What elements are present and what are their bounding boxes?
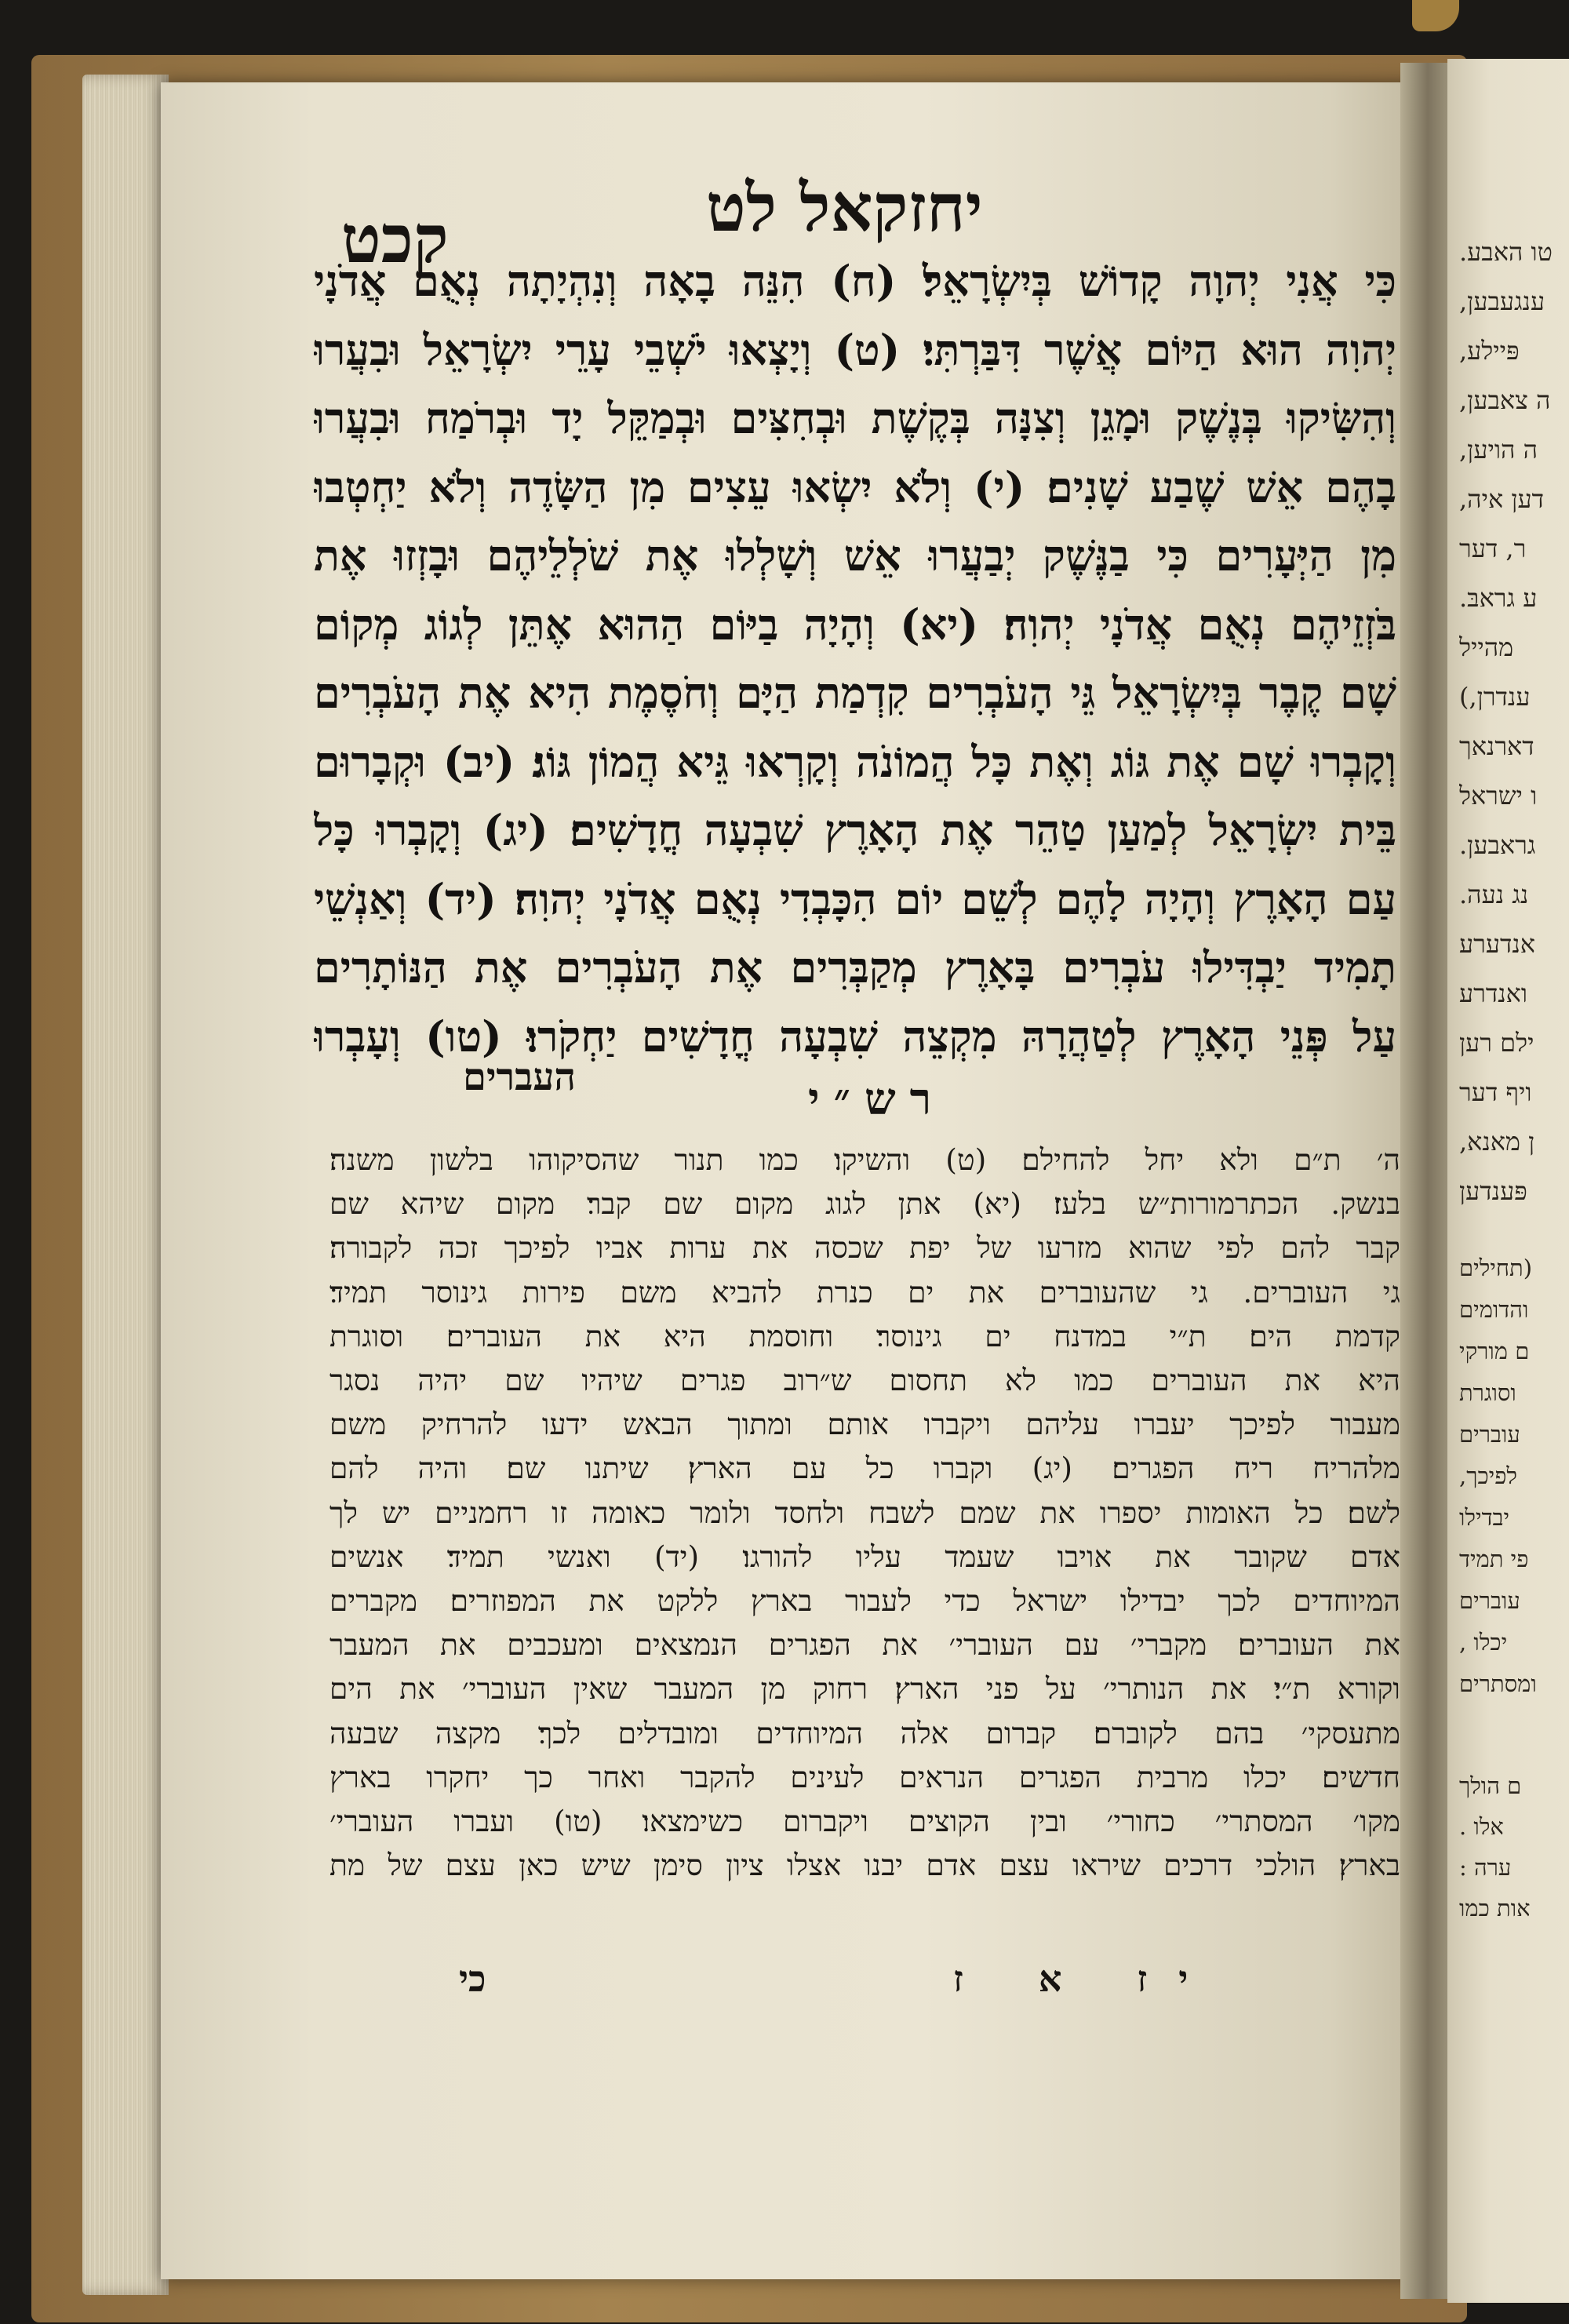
facing-line: ענדרן,) <box>1459 682 1531 712</box>
main-text-line: וְהִשִּׂיקוּ בְּנֶשֶׁק וּמָגֵן וְצִנָּה בְּקֶשֶׁת וּבְחִצִּים וּבְמַקֵּל יָד וּבְרֹמַח וּבִעֲרוּ <box>314 393 1396 443</box>
commentary-line: בנשק. הכתרמורות״ש בלעז׃ (יא) אתן לגוג מקום שם קבר׃ מקום שיהא שם <box>329 1186 1400 1222</box>
facing-line: אלו . <box>1459 1813 1504 1840</box>
facing-line: יבדילו <box>1459 1504 1510 1531</box>
facing-line: מהייל <box>1459 632 1514 662</box>
cover-corner <box>1412 0 1459 31</box>
commentary-line: מקו׳ המסתרי׳ כחורי׳ ובין הקוצים ויקברום כשימצאו׃ (טו) ועברו העוברי׳ <box>329 1804 1400 1839</box>
facing-line: ה הויען, <box>1459 435 1538 464</box>
commentary-line: מעבור לפיכך יעברו עליהם ויקברו אותם ומתוך הבאש ידעו להרחיק משם <box>329 1407 1400 1442</box>
commentary-line: היא את העוברים כמו לא תחסום ש״רוב פגרים שיהיו שם יהיה נסגר <box>329 1363 1400 1398</box>
facing-line: פי תמיד <box>1459 1546 1529 1572</box>
facing-line: ם הולך <box>1459 1772 1522 1799</box>
commentary-line: וקורא ת״י׃ את הנותרי׳ על פני הארץ׃ רחוק מן המעבר שאין העוברי׳ את הים <box>329 1671 1400 1707</box>
signature-letters: יז א <box>1038 1958 1220 2000</box>
main-text-line: בֹּזְזֵיהֶם נְאֻם אֲדֹנָי יְהוִה׃ (יא) וְהָיָה בַיּוֹם הַהוּא אֶתֵּן לְגוֹג מְקוֹם <box>314 599 1396 650</box>
commentary-line: מלהריח ריח הפגרים׃ (יג) וקברו כל עם הארץ׃ שיתנו שם׃ והיה להם <box>329 1451 1400 1486</box>
facing-line: דארנאך <box>1459 731 1534 761</box>
signature-extra: ז <box>953 1958 995 2000</box>
main-text-line: שָׁם קֶבֶר בְּיִשְׂרָאֵל גֵּי הָעֹבְרִים קִדְמַת הַיָּם וְחֹסֶמֶת הִיא אֶת הָעֹבְרִים <box>314 668 1396 718</box>
facing-page-text-bottom <box>1459 1765 1569 1929</box>
page-edges <box>82 75 169 2295</box>
facing-line: אות כמו <box>1459 1895 1531 1921</box>
signature-mark <box>953 1958 1219 2000</box>
commentary-line: ה׳ ת״ם ולא יחל להחילם׃ (ט) והשיקו׃ כמו תנור שהסיקוהו בלשון משנה׃ <box>329 1142 1400 1177</box>
facing-line: לפיכך, <box>1459 1463 1518 1489</box>
facing-line: ה צאבען, <box>1459 385 1551 415</box>
main-text-line: מִן הַיְּעָרִים כִּי בַנֶּשֶׁק יְבַעֲרוּ אֵשׁ וְשָׁלְלוּ אֶת שֹׁלְלֵיהֶם וּבָזְזוּ אֶת <box>314 530 1396 581</box>
facing-line: (תחילים <box>1459 1255 1533 1281</box>
facing-line: ומסתרים <box>1459 1670 1537 1697</box>
catchword-top: העברים <box>463 1055 577 1099</box>
facing-line: עוברים <box>1459 1587 1520 1614</box>
facing-line: ו ישראל <box>1459 781 1538 810</box>
commentary-line: מתעסקי׳ בהם לקוברם׃ קברום אלה המיוחדים ומובדלים לכך׃ מקצה שבעה <box>329 1715 1400 1750</box>
commentary-line: קדמת הים׃ ת״י במדנח ים גינוסר׃ וחוסמת היא את העוברים׃ וסוגרת <box>329 1318 1400 1353</box>
commentary-line: בארץ׃ הולכי דרכים שיראו עצם אדם יבנו אצלו ציון סימן שיש כאן עצם של מת <box>329 1848 1400 1883</box>
commentary-line: המיוחדים לכך יבדילו ישראל כדי לעבור בארץ ללקט את המפוזרים׃ מקברים <box>329 1583 1400 1619</box>
commentary-block <box>329 1138 1400 1887</box>
page-number: קכט <box>341 200 449 278</box>
facing-line: ואנדרע <box>1459 978 1528 1008</box>
facing-line: גראבען. <box>1459 830 1536 860</box>
facing-line: ערה : <box>1459 1854 1512 1881</box>
commentary-line: גי העוברים. גי שהעוברים את ים כנרת להביא משם פירות גינוסר תמיד׃ <box>329 1274 1400 1310</box>
commentary-line: לשם׃ כל האומות יספרו את שמם לשבח ולחסד ולומר כאומה זו רחמניים יש לך <box>329 1495 1400 1530</box>
facing-line: אנדערע <box>1459 929 1535 959</box>
facing-line: וסוגרת <box>1459 1379 1516 1406</box>
main-text-line: בֵּית יִשְׂרָאֵל לְמַעַן טַהֵר אֶת הָאָרֶץ שִׁבְעָה חֳדָשִׁים׃ (יג) וְקָבְרוּ כָּל <box>314 805 1396 855</box>
facing-line: טו האבע. <box>1459 237 1553 267</box>
main-text-line: עַם הָאָרֶץ וְהָיָה לָהֶם לְשֵׁם יוֹם הִכָּבְדִי נְאֻם אֲדֹנָי יְהוִה׃ (יד) וְאַנְשֵׁי <box>314 873 1396 924</box>
facing-line: עוברים <box>1459 1421 1520 1448</box>
commentary-line: אדם שקובר את אויבו שעמד עליו להורגו׃ (יד) ואנשי תמיד׃ אנשים <box>329 1539 1400 1574</box>
facing-line: ענגעבען, <box>1459 286 1545 316</box>
catchword-bottom: כי <box>459 1958 486 2000</box>
main-text-line: וְקָבְרוּ שָׁם אֶת גּוֹג וְאֶת כָּל הֲמוֹנֹה וְקָרְאוּ גֵּיא הֲמוֹן גּוֹג׃ (יב) וּקְבָרוּם <box>314 736 1396 787</box>
facing-line: ן מאנא, <box>1459 1127 1535 1157</box>
commentary-line: קבר להם לפי שהוא מזרעו של יפת שכסה את ערות אביו לפיכך זכה לקבורה׃ <box>329 1230 1400 1266</box>
facing-line: פּענדען <box>1459 1176 1527 1206</box>
main-text-line: בָהֶם אֵשׁ שֶׁבַע שָׁנִים׃ (י) וְלֹא יִשְׂאוּ עֵצִים מִן הַשָּׂדֶה וְלֹא יַחְטְבוּ <box>314 461 1396 512</box>
facing-line: נג נעה. <box>1459 880 1529 909</box>
facing-line: ר, דער <box>1459 534 1527 563</box>
facing-line: דען איה, <box>1459 484 1544 514</box>
main-text-line: עַל פְּנֵי הָאָרֶץ לְטַהֲרָהּ מִקְצֵה שִׁבְעָה חֳדָשִׁים יַחְקֹרוּ׃ (טו) וְעָבְרוּ <box>314 1011 1396 1062</box>
running-title: יחזקאל לט <box>706 169 983 246</box>
facing-line: ע גראבּ. <box>1459 583 1538 613</box>
main-text-line: תָמִיד יַבְדִּילוּ עֹבְרִים בָּאָרֶץ מְקַבְּרִים אֶת הָעֹבְרִים אֶת הַנּוֹתָרִים <box>314 942 1396 993</box>
main-text-block <box>314 247 1396 1071</box>
main-text-line: כִּי אֲנִי יְהוָה קָדוֹשׁ בְּיִשְׂרָאֵל׃ (ח) הִנֵּה בָאָה וְנִהְיָתָה נְאֻם אֲדֹנָי <box>314 256 1396 306</box>
facing-line: יכלו , <box>1459 1629 1508 1656</box>
facing-page-text-top <box>1459 228 1569 1216</box>
facing-line: ויף דער <box>1459 1077 1532 1107</box>
facing-line: ם מורקי <box>1459 1338 1530 1364</box>
facing-line: פּיילע, <box>1459 336 1520 366</box>
commentary-heading: רש״י <box>808 1073 946 1125</box>
facing-page-text-mid <box>1459 1248 1569 1705</box>
commentary-line: חדשים׃ יכלו מרבית הפגרים הנראים לעינים להקבר ואחר כך יחקרו בארץ <box>329 1759 1400 1794</box>
commentary-line: את העוברים׃ מקברי׳ עם העוברי׳ את הפגרים הנמצאים ומעכבים את המעבר <box>329 1627 1400 1663</box>
facing-line: ילם רען <box>1459 1028 1534 1058</box>
facing-line: והדומים <box>1459 1296 1529 1323</box>
main-text-line: יְהוִה הוּא הַיּוֹם אֲשֶׁר דִּבַּרְתִּי׃ (ט) וְיָצְאוּ יֹשְׁבֵי עָרֵי יִשְׂרָאֵל וּבִעֲרוּ <box>314 324 1396 375</box>
